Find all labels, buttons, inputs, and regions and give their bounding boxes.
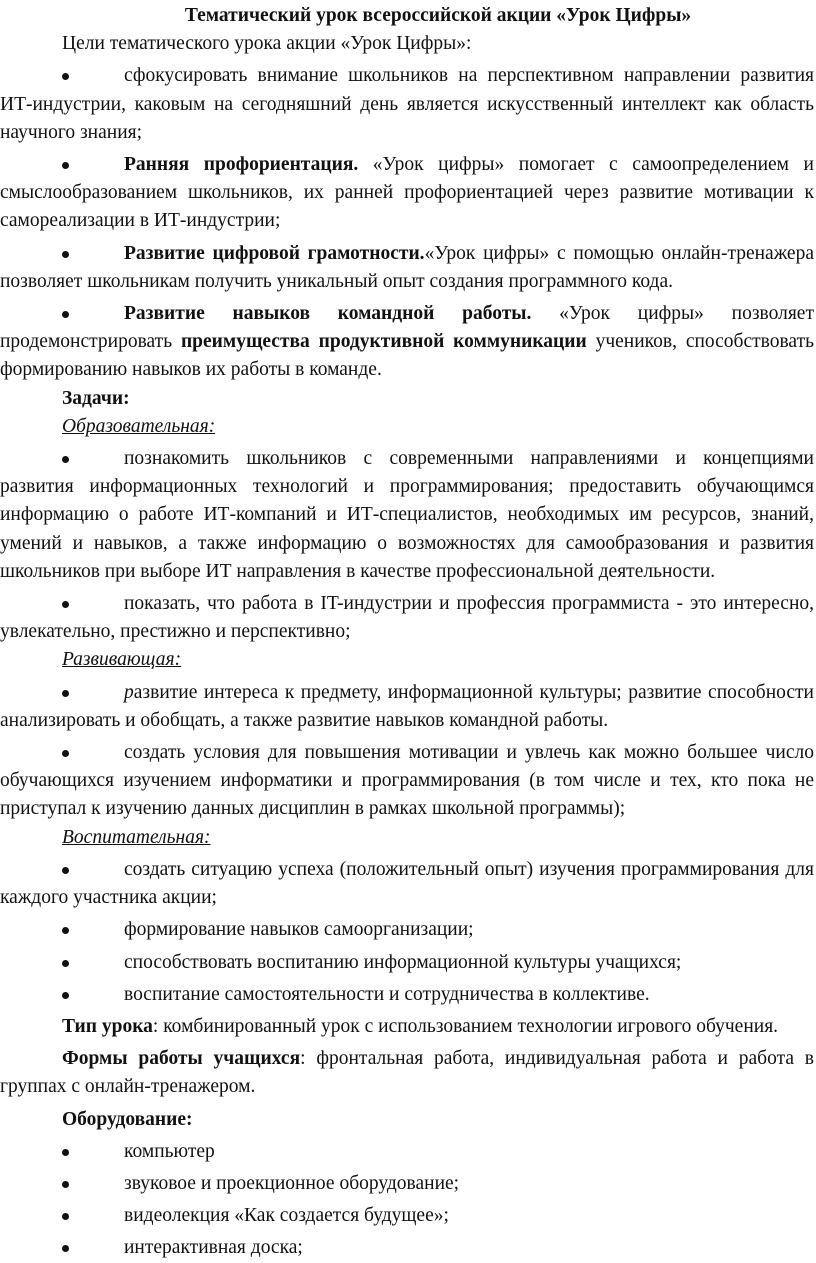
developing-item-2: создать условия для повышения мотивации и увлечь как можно большее число обучающихся изучением информатики и программирования (в том числе и тех, кто пока не приступал к изучению данных дисциплин в рамках школьной программы); [0,742,814,820]
bullet-icon [62,1181,69,1188]
equipment-heading: Оборудование: [62,1108,193,1130]
bullet-icon [62,251,69,258]
upbringing-item-3: способствовать воспитанию информационной культуры учащихся; [0,949,814,977]
upbringing-item-2: формирование навыков самоорганизации; [0,916,814,944]
educational-label: Образовательная: [62,415,216,437]
equipment-item-1: компьютер [0,1138,814,1166]
goal-item-4: Развитие навыков командной работы. «Урок цифры» позволяет продемонстрировать преимущества продуктивной коммуникации учеников, способствовать формированию навыков их работы в команде. [0,303,814,381]
bullet-icon [62,927,69,934]
bullet-icon [62,73,69,80]
goal-item-1: сфокусировать внимание школьников на перспективном направлении развития ИТ-индустрии, каковым на сегодняшний день является искусственный интеллект как область научного знания; [0,65,814,143]
bullet-icon [62,750,69,757]
bullet-icon [62,311,69,318]
upbringing-label: Воспитательная: [62,826,211,848]
goals-intro: Цели тематического урока акции «Урок Цифры»: [62,33,472,55]
bullet-icon [62,601,69,608]
bullet-icon [62,992,69,999]
goal-item-2: Ранняя профориентация. «Урок цифры» помогает с самоопределением и смыслообразованием школьников, их ранней профориентацией через развитие мотивации к самореализации в ИТ-индустрии; [0,154,814,232]
equipment-item-4: интерактивная доска; [0,1234,814,1262]
equipment-item-3: видеолекция «Как создается будущее»; [0,1202,814,1230]
upbringing-item-4: воспитание самостоятельности и сотрудничества в коллективе. [0,981,814,1009]
bullet-icon [62,162,69,169]
bullet-icon [62,1245,69,1252]
bullet-icon [62,867,69,874]
equipment-item-2: звуковое и проекционное оборудование; [0,1170,814,1198]
bullet-icon [62,1213,69,1220]
document-title: Тематический урок всероссийской акции «Урок Цифры» [184,5,692,26]
lesson-type: Тип урока: комбинированный урок с использованием технологии игрового обучения. [62,1015,779,1037]
developing-label: Развивающая: [62,649,182,671]
bullet-icon [62,456,69,463]
tasks-heading: Задачи: [62,387,130,409]
goals-list [0,62,816,384]
educational-item-2: показать, что работа в IT-индустрии и профессия программиста - это интересно, увлекательно, престижно и перспективно; [0,593,814,643]
bullet-icon [62,1149,69,1156]
bullet-icon [62,690,69,697]
developing-item-1: развитие интереса к предмету, информационной культуры; развитие способности анализировать и обобщать, а также развитие навыков командной работы. [0,681,814,731]
educational-item-1: познакомить школьников с современными направлениями и концепциями развития информационных технологий и программирования; предоставить обучающимся информацию о работе ИТ-компаний и ИТ-специалистов, необходимых им ресурсов, знаний, умений и навыков, а также информацию о возможностях для самообразования и развития школьников при выборе ИТ направления в качестве профессиональной деятельности. [0,448,814,582]
bullet-icon [62,960,69,967]
upbringing-item-1: создать ситуацию успеха (положительный опыт) изучения программирования для каждого участника акции; [0,858,814,909]
work-forms: Формы работы учащихся: фронтальная работа, индивидуальная работа и работа в группах с онлайн-тренажером. [0,1048,815,1098]
goal-item-3: Развитие цифровой грамотности.«Урок цифры» с помощью онлайн-тренажера позволяет школьникам получить уникальный опыт создания программного кода. [0,242,814,292]
